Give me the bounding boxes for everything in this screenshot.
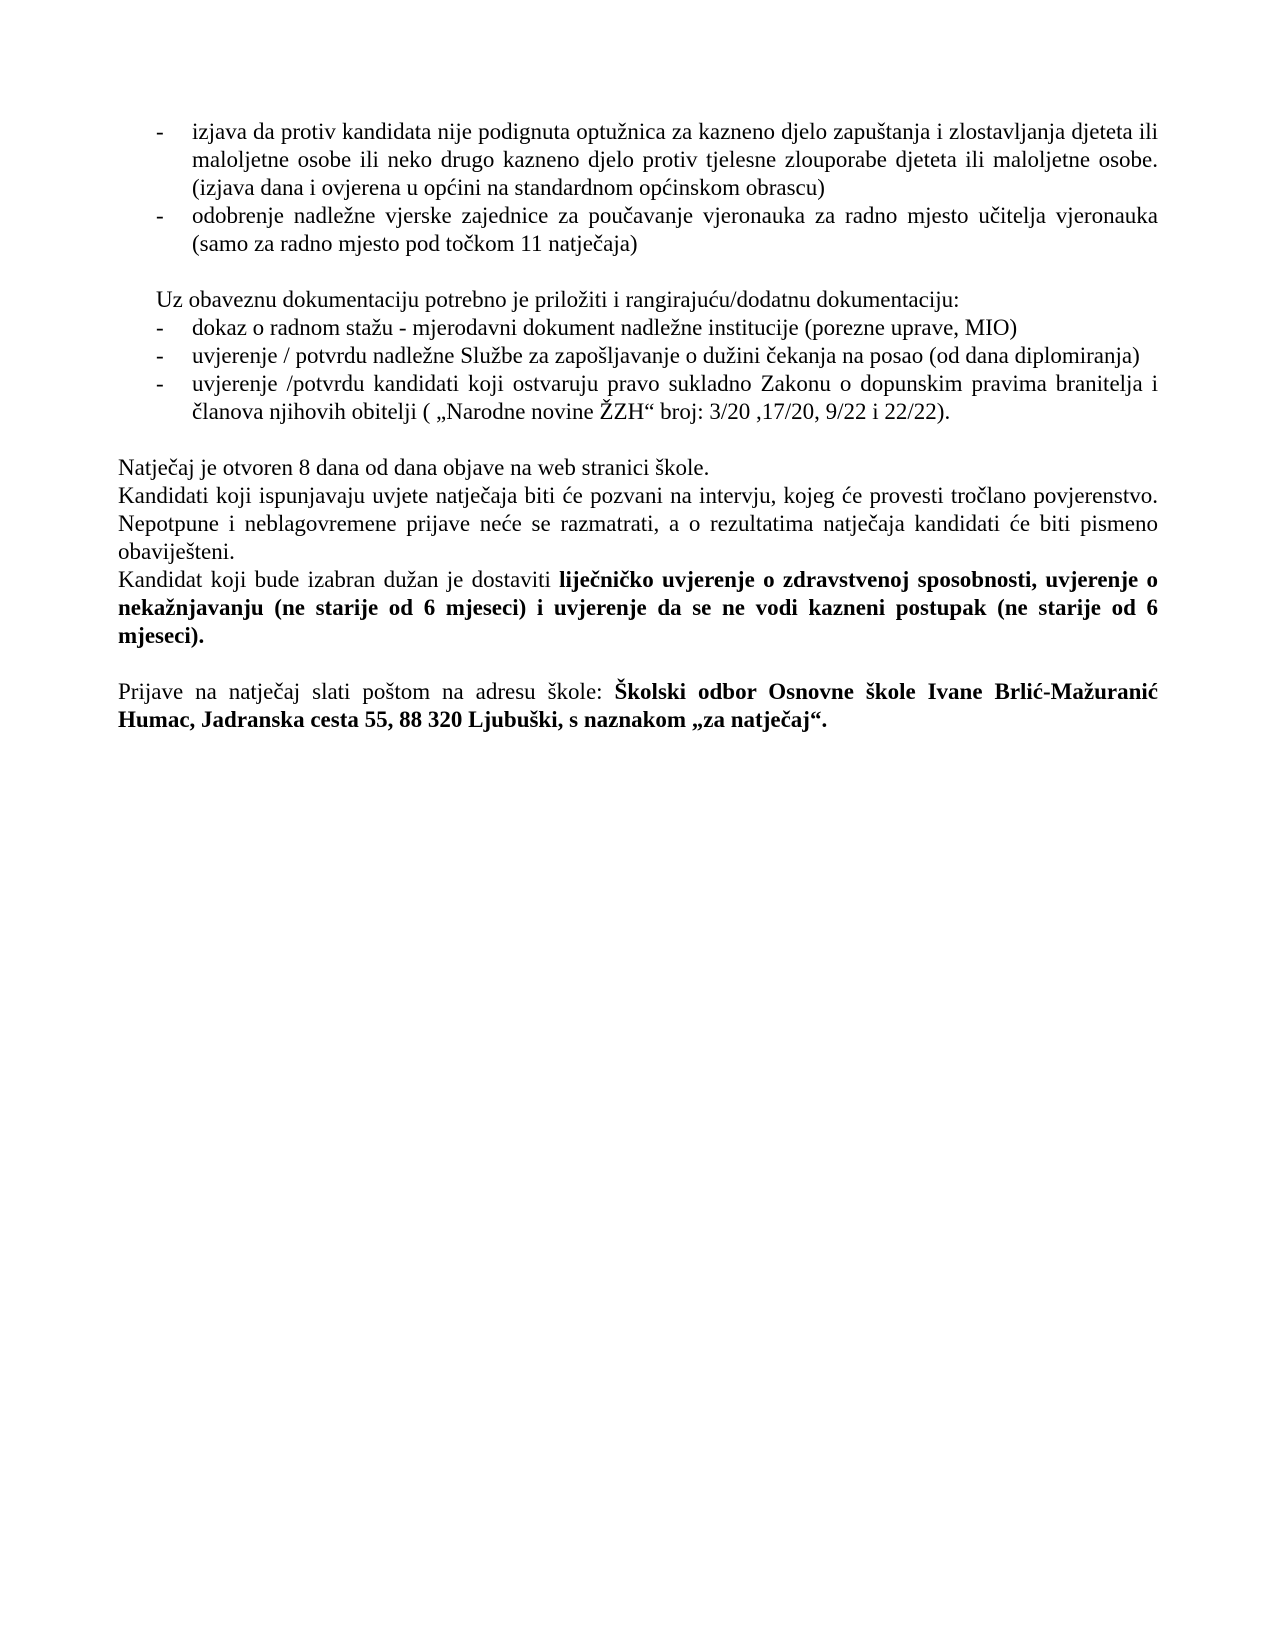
list-item-text: izjava da protiv kandidata nije podignuta optužnica za kazneno djelo zapuštanja i zlostavljanja djeteta ili maloljetne osobe ili neko drugo kazneno djelo protiv tjelesne zlouporabe djeteta ili maloljetne osobe. (izjava dana i ovjerena u općini na standardnom općinskom obrascu) <box>192 119 1158 200</box>
selected-candidate-text: Kandidat koji bude izabran dužan je dostaviti <box>118 567 560 592</box>
interview-paragraph: Kandidati koji ispunjavaju uvjete natječaja biti će pozvani na intervju, kojeg će provesti tročlano povjerenstvo. Nepotpune i neblagovremene prijave neće se razmatrati, a o rezultatima natječaja kandidati će biti pismeno obaviješteni. <box>118 483 1158 564</box>
list-item-text: uvjerenje / potvrdu nadležne Službe za zapošljavanje o dužini čekanja na posao (od dana diplomiranja) <box>192 343 1140 368</box>
bullet-dash: - <box>156 203 164 228</box>
application-instruction-text: Prijave na natječaj slati poštom na adresu škole: <box>118 679 615 704</box>
selected-candidate-paragraph <box>118 566 1158 650</box>
list-item <box>118 314 1158 342</box>
list-item <box>118 202 1158 258</box>
spacer <box>118 650 1158 678</box>
additional-documents-list <box>118 314 1158 426</box>
bullet-dash: - <box>156 343 164 368</box>
list-item-text: dokaz o radnom stažu - mjerodavni dokument nadležne institucije (porezne uprave, MIO) <box>192 315 1018 340</box>
application-address-paragraph <box>118 678 1158 734</box>
bullet-dash: - <box>156 315 164 340</box>
required-documents-list <box>118 118 1158 258</box>
list-item <box>118 370 1158 426</box>
required-certificates-text: liječničko uvjerenje o zdravstvenoj sposobnosti, uvjerenje o nekažnjavanju (ne starije od 6 mjeseci) i uvjerenje da se ne vodi kazneni postupak (ne starije od 6 mjeseci). <box>118 567 1158 648</box>
list-item <box>118 118 1158 202</box>
spacer <box>118 426 1158 454</box>
deadline-paragraph: Natječaj je otvoren 8 dana od dana objave na web stranici škole. <box>118 455 710 480</box>
document-page <box>118 118 1158 734</box>
bullet-dash: - <box>156 119 164 144</box>
list-item <box>118 342 1158 370</box>
bullet-dash: - <box>156 371 164 396</box>
list-item-text: uvjerenje /potvrdu kandidati koji ostvaruju pravo sukladno Zakonu o dopunskim pravima branitelja i članova njihovih obitelji ( „Narodne novine ŽZH“ broj: 3/20 ,17/20, 9/22 i 22/22). <box>192 371 1158 424</box>
additional-documents-intro: Uz obaveznu dokumentaciju potrebno je priložiti i rangirajuću/dodatnu dokumentaciju: <box>156 287 960 312</box>
school-address-text: Školski odbor Osnovne škole Ivane Brlić-Mažuranić Humac, Jadranska cesta 55, 88 320 Ljubuški, s naznakom „za natječaj“. <box>118 679 1158 732</box>
list-item-text: odobrenje nadležne vjerske zajednice za poučavanje vjeronauka za radno mjesto učitelja vjeronauka (samo za radno mjesto pod točkom 11 natječaja) <box>192 203 1158 256</box>
